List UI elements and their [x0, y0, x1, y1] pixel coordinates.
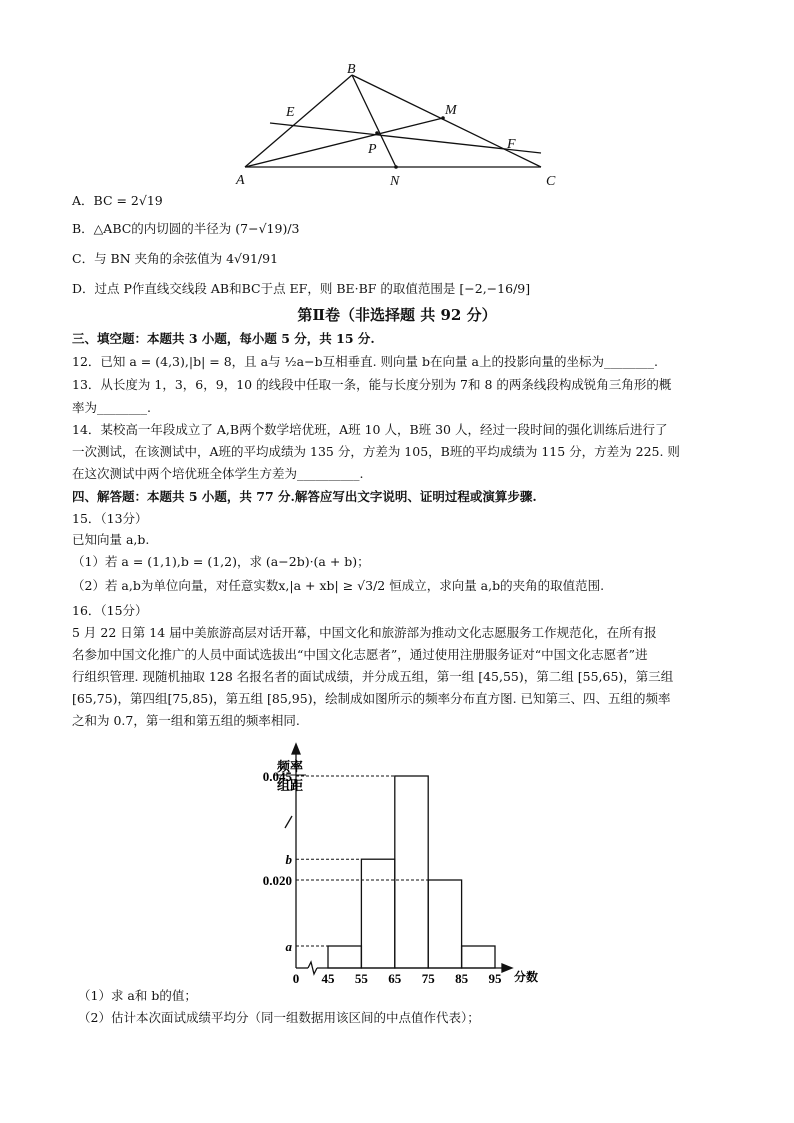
label-c: C: [546, 174, 556, 189]
question-16-part2: （2）估计本次面试成绩平均分（同一组数据用该区间的中点值作代表）；: [78, 1010, 480, 1025]
xlabel: 分数: [514, 970, 539, 984]
side-bc: [352, 75, 541, 167]
ylabel-top: 频率: [276, 759, 304, 774]
bar-[75,85): [428, 880, 461, 968]
question-16-line2: 名参加中国文化推广的人员中面试选拔出“中国文化志愿者”，通过使用注册服务证对“中国文化志愿者”进: [72, 647, 648, 662]
y-tick-label-2: 0.045: [262, 769, 292, 784]
y-tick-label-0: a: [285, 939, 292, 954]
label-n: N: [390, 174, 400, 189]
ylabel-bottom: 组距: [276, 778, 304, 793]
bar-[85,95): [462, 946, 495, 968]
y-tick-label-1: b: [285, 852, 292, 868]
x-tick-label-75: 75: [421, 971, 435, 986]
question-15-intro: 已知向量 a,b.: [72, 532, 150, 547]
label-a: A: [236, 173, 245, 188]
option-a: A．BC = 2√19: [72, 193, 163, 208]
option-d: D．过点 P作直线交线段 AB和BC于点 EF，则 BE·BF 的取值范围是 [−2,−16/9]: [72, 281, 531, 296]
question-12: 12．已知 a = (4,3),|b| = 8，且 a与 ½a−b互相垂直. 则向量 b在向量 a上的投影向量的坐标为________.: [72, 354, 658, 369]
question-16-line3: 行组织管理. 现随机抽取 128 名报名者的面试成绩，并分成五组，第一组 [45,55)，第二组 [55,65)，第三组: [72, 669, 674, 684]
label-b: B: [347, 62, 356, 77]
segment-am: [245, 118, 443, 167]
question-16-line4: [65,75)，第四组[75,85)，第五组 [85,95)，绘制成如图所示的频率分布直方图. 已知第三、四、五组的频率: [72, 691, 671, 706]
question-14-line1: 14．某校高一年段成立了 A,B两个数学培优班，A班 10 人，B班 30 人，经过一段时间的强化训练后进行了: [72, 422, 668, 437]
question-16-title: 16．（15分）: [72, 603, 148, 618]
question-15-part1: （1）若 a = (1,1),b = (1,2)，求 (a−2b)·(a + b)；: [72, 554, 370, 569]
question-15-title: 15．（13分）: [72, 511, 148, 526]
x-axis-arrow: [502, 964, 512, 972]
axis-break: [308, 962, 317, 974]
x-tick-label-95: 95: [488, 971, 502, 986]
question-16-part1: （1）求 a和 b的值；: [78, 988, 197, 1003]
fill-header: 三、填空题：本题共 3 小题，每小题 5 分，共 15 分.: [72, 331, 375, 346]
question-16-line5: 之和为 0.7，第一组和第五组的频率相同.: [72, 713, 300, 728]
label-p: P: [368, 142, 377, 157]
x-tick-label-85: 85: [455, 971, 469, 986]
label-e: E: [286, 105, 295, 120]
question-14-line3: 在这次测试中两个培优班全体学生方差为__________.: [72, 466, 364, 481]
frequency-histogram: [240, 734, 560, 990]
x-tick-label-45: 45: [321, 971, 335, 986]
point-n: [394, 165, 398, 169]
y-tick-label-3: 0.020: [262, 873, 292, 888]
bar-[65,75): [395, 776, 428, 968]
y-axis-arrow: [292, 744, 300, 754]
question-15-part2: （2）若 a,b为单位向量，对任意实数x,|a + xb| ≥ √3/2 恒成立，求向量 a,b的夹角的取值范围.: [72, 578, 605, 593]
question-13-line1: 13．从长度为 1，3，6，9，10 的线段中任取一条，能与长度分别为 7和 8 的两条线段构成锐角三角形的概: [72, 377, 672, 392]
option-b: B．△ABC的内切圆的半径为 (7−√19)/3: [72, 221, 300, 236]
question-16-line1: 5 月 22 日第 14 届中美旅游高层对话开幕，中国文化和旅游部为推动文化志愿服务工作规范化，在所有报: [72, 625, 657, 640]
section-title: 第Ⅱ卷（非选择题 共 92 分）: [297, 306, 497, 324]
label-f: F: [507, 137, 516, 152]
label-m: M: [445, 103, 457, 118]
bar-[45,55): [328, 946, 361, 968]
point-p: [375, 131, 379, 135]
question-13-line2: 率为________.: [72, 400, 151, 415]
solve-header: 四、解答题：本题共 5 小题，共 77 分.解答应写出文字说明、证明过程或演算步骤.: [72, 489, 537, 504]
x-tick-label-0: 0: [292, 971, 300, 986]
x-tick-label-55: 55: [354, 971, 368, 986]
option-c: C．与 BN 夹角的余弦值为 4√91/91: [72, 251, 279, 266]
triangle-figure: [230, 58, 570, 190]
question-14-line2: 一次测试，在该测试中，A班的平均成绩为 135 分，方差为 105，B班的平均成绩为 115 分，方差为 225. 则: [72, 444, 680, 459]
y-axis-break: [285, 816, 292, 828]
x-tick-label-65: 65: [388, 971, 402, 986]
bar-[55,65): [361, 859, 394, 968]
